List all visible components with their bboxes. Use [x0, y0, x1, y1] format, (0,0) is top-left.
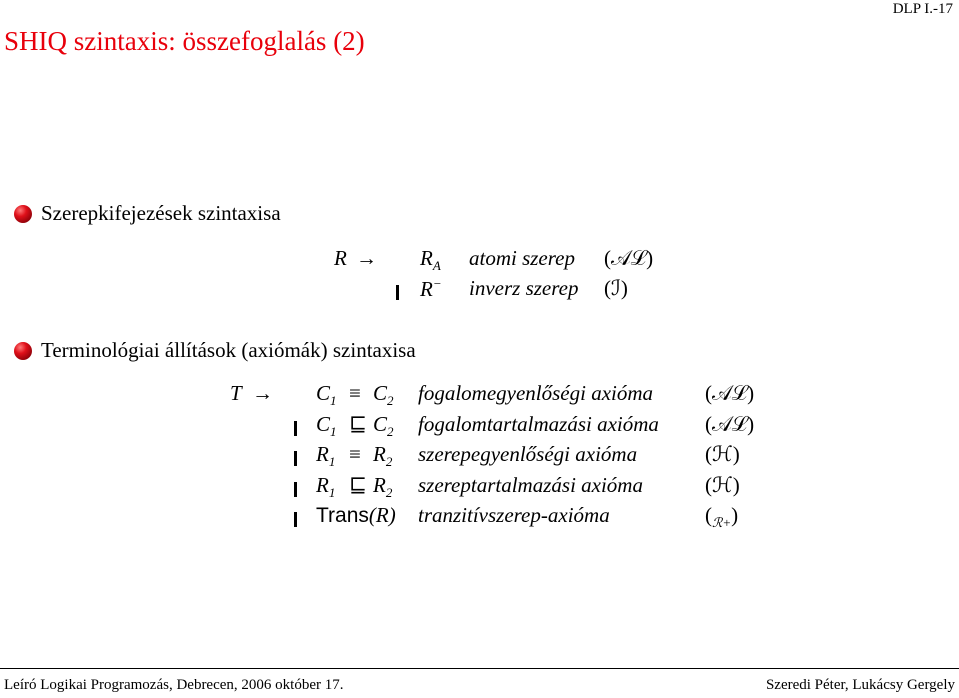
axiom-desc: fogalomtartalmazási axióma	[418, 412, 659, 436]
grammar-desc: inverz szerep	[469, 276, 579, 300]
axiom-left: $C_1$	[316, 412, 337, 440]
axiom-tag: (𝒜ℒ)	[705, 381, 755, 405]
axiom-right: $C_2$	[373, 381, 394, 409]
axiom-right: $C_2$	[373, 412, 394, 440]
grammar-arrow: →	[356, 246, 377, 270]
grammar-lhs: T	[230, 381, 242, 405]
grammar-alt-bar	[294, 446, 297, 471]
grammar-alt-bar	[294, 507, 297, 532]
grammar-alt-bar	[294, 477, 297, 502]
axiom-tag: (ℋ)	[705, 473, 740, 497]
grammar-tag: (ℐ)	[604, 276, 628, 300]
axiom-operator: ≡	[349, 442, 361, 466]
red-ball-bullet-icon	[14, 342, 32, 360]
bullet-item-role-syntax	[14, 201, 281, 226]
axiom-desc: szereptartalmazási axióma	[418, 473, 643, 497]
axiom-tag: $(_{ℛ+})$	[705, 503, 739, 531]
axiom-left: $C_1$	[316, 381, 337, 409]
bullet-item-axiom-syntax	[14, 338, 416, 363]
axiom-right: $R_2$	[373, 473, 393, 501]
footer-rule	[0, 668, 959, 669]
axiom-operator: ⊑	[349, 412, 367, 436]
axiom-tag: (ℋ)	[705, 442, 740, 466]
axiom-left: $R_1$	[316, 473, 336, 501]
section1-heading: Szerepkifejezések szintaxisa	[41, 201, 281, 225]
grammar-expr: R−	[420, 276, 442, 301]
axiom-desc: fogalomegyenlőségi axióma	[418, 381, 654, 405]
grammar-expr: $R_A$	[420, 246, 441, 274]
axiom-tag: (𝒜ℒ)	[705, 412, 755, 436]
grammar-tag: (𝒜ℒ)	[604, 246, 654, 270]
axiom-desc: szerepegyenlőségi axióma	[418, 442, 638, 466]
grammar-lhs: R	[334, 246, 347, 270]
grammar-arrow: →	[252, 381, 273, 405]
grammar-desc: atomi szerep	[469, 246, 575, 270]
axiom-right: $R_2$	[373, 442, 393, 470]
axiom-operator: ≡	[349, 381, 361, 405]
slide-title: SHIQ szintaxis: összefoglalás (2)	[4, 26, 365, 56]
page-number: DLP I.-17	[892, 1, 953, 17]
axiom-desc: tranzitívszerep-axióma	[418, 503, 610, 527]
grammar-alt-bar	[396, 280, 399, 305]
section2-heading: Terminológiai állítások (axiómák) szintaxisa	[41, 338, 416, 362]
red-ball-bullet-icon	[14, 205, 32, 223]
axiom-operator: ⊑	[349, 473, 367, 497]
grammar-alt-bar	[294, 416, 297, 441]
axiom-trans: Trans(R)	[316, 503, 396, 527]
axiom-left: $R_1$	[316, 442, 336, 470]
footer-left-text: Leíró Logikai Programozás, Debrecen, 2006 október 17.	[4, 677, 344, 693]
footer-right-text: Szeredi Péter, Lukácsy Gergely	[765, 677, 955, 693]
